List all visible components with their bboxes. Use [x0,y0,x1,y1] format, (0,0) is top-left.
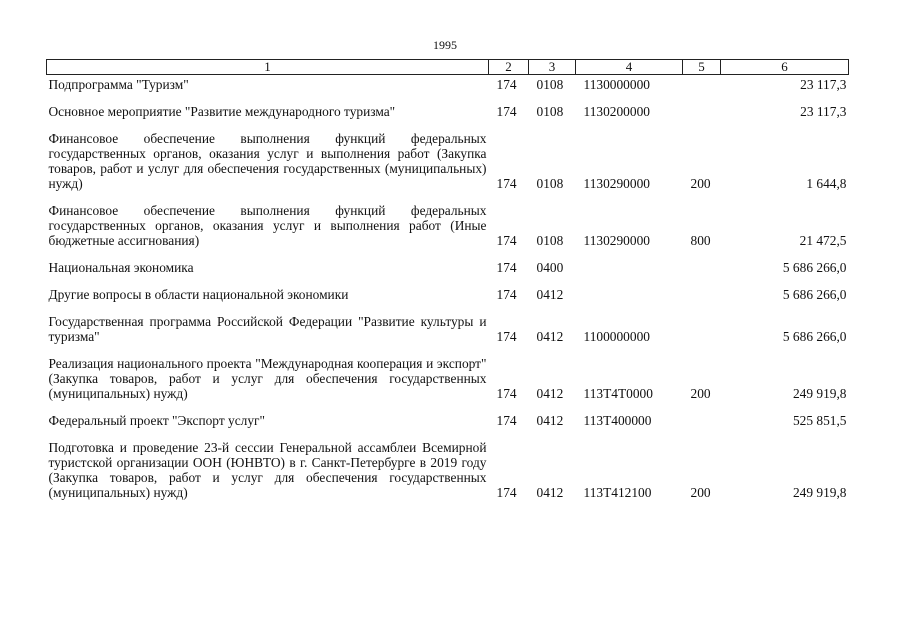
row-target-code: 113Т4Т0000 [583,386,653,401]
row-target-code [576,248,683,275]
row-name: Финансовое обеспечение выполнения функций федеральных государственных органов, оказания услуг и выполнения работ (Закупка товаров, работ и услуг для обеспечения государственных (муниципальных) нужд) [48,131,487,191]
table-row [47,75,849,93]
row-admin-code: 174 [496,104,517,119]
table-row [47,428,849,500]
column-header-4: 4 [576,60,683,75]
row-admin-code: 174 [496,329,517,344]
row-name: Другие вопросы в области национальной экономики [48,287,349,302]
table-row [47,92,849,119]
row-section-code: 0412 [536,329,564,344]
row-expense-type [683,248,721,275]
row-name: Подготовка и проведение 23-й сессии Генеральной ассамблеи Всемирной туристской организации ООН (ЮНВТО) в г. Санкт-Петербурге в 2019 году (Закупка товаров, работ и услуг для обеспечения государственных (муниципальных) нужд) [48,440,487,500]
column-header-2: 2 [489,60,529,75]
row-expense-type: 800 [690,233,711,248]
table-row [47,275,849,302]
header-row [47,60,849,75]
row-amount: 5 686 266,0 [782,287,847,302]
row-amount: 23 117,3 [800,77,847,92]
row-amount: 1 644,8 [806,176,847,191]
row-target-code: 1130000000 [583,77,650,92]
row-expense-type [683,75,721,93]
column-header-6: 6 [721,60,849,75]
row-amount: 5 686 266,0 [782,329,847,344]
row-expense-type [683,401,721,428]
row-admin-code: 174 [496,176,517,191]
row-section-code: 0108 [536,233,564,248]
row-target-code: 1130290000 [583,233,650,248]
row-amount: 249 919,8 [792,485,847,500]
row-section-code: 0108 [536,77,564,92]
table-row [47,119,849,191]
row-name: Финансовое обеспечение выполнения функций федеральных государственных органов, оказания услуг и выполнения работ (Иные бюджетные ассигнования) [48,203,487,248]
row-admin-code: 174 [496,233,517,248]
row-section-code: 0108 [536,104,564,119]
row-section-code: 0412 [536,287,564,302]
row-target-code: 113Т412100 [583,485,652,500]
row-name: Основное мероприятие "Развитие международного туризма" [48,104,396,119]
row-amount: 21 472,5 [799,233,847,248]
row-admin-code: 174 [496,485,517,500]
budget-table [46,59,849,500]
page-number: 1995 [433,38,457,52]
row-section-code: 0412 [536,413,564,428]
table-row [47,248,849,275]
row-target-code: 113Т400000 [583,413,652,428]
row-expense-type: 200 [690,386,711,401]
table-row [47,344,849,401]
row-expense-type: 200 [690,485,711,500]
row-target-code: 1130290000 [583,176,650,191]
row-amount: 23 117,3 [800,104,847,119]
row-admin-code: 174 [496,260,517,275]
table-row [47,401,849,428]
row-target-code: 1130200000 [583,104,650,119]
row-target-code: 1100000000 [583,329,650,344]
row-section-code: 0412 [536,485,564,500]
row-admin-code: 174 [496,77,517,92]
column-header-3: 3 [529,60,576,75]
row-section-code: 0412 [536,386,564,401]
row-expense-type [683,302,721,344]
row-amount: 525 851,5 [792,413,847,428]
row-section-code: 0400 [536,260,564,275]
row-amount: 5 686 266,0 [782,260,847,275]
row-admin-code: 174 [496,386,517,401]
row-target-code [576,275,683,302]
row-amount: 249 919,8 [792,386,847,401]
row-section-code: 0108 [536,176,564,191]
table-row [47,302,849,344]
row-expense-type: 200 [690,176,711,191]
row-name: Государственная программа Российской Федерации "Развитие культуры и туризма" [48,314,487,344]
column-header-1: 1 [47,60,489,75]
column-header-5: 5 [683,60,721,75]
row-expense-type [683,92,721,119]
row-name: Национальная экономика [48,260,194,275]
row-name: Подпрограмма "Туризм" [48,77,189,92]
row-name: Реализация национального проекта "Международная кооперация и экспорт" (Закупка товаров, работ и услуг для обеспечения государственных (муниципальных) нужд) [48,356,487,401]
row-name: Федеральный проект "Экспорт услуг" [48,413,265,428]
row-expense-type [683,275,721,302]
table-row [47,191,849,248]
row-admin-code: 174 [496,287,517,302]
row-admin-code: 174 [496,413,517,428]
